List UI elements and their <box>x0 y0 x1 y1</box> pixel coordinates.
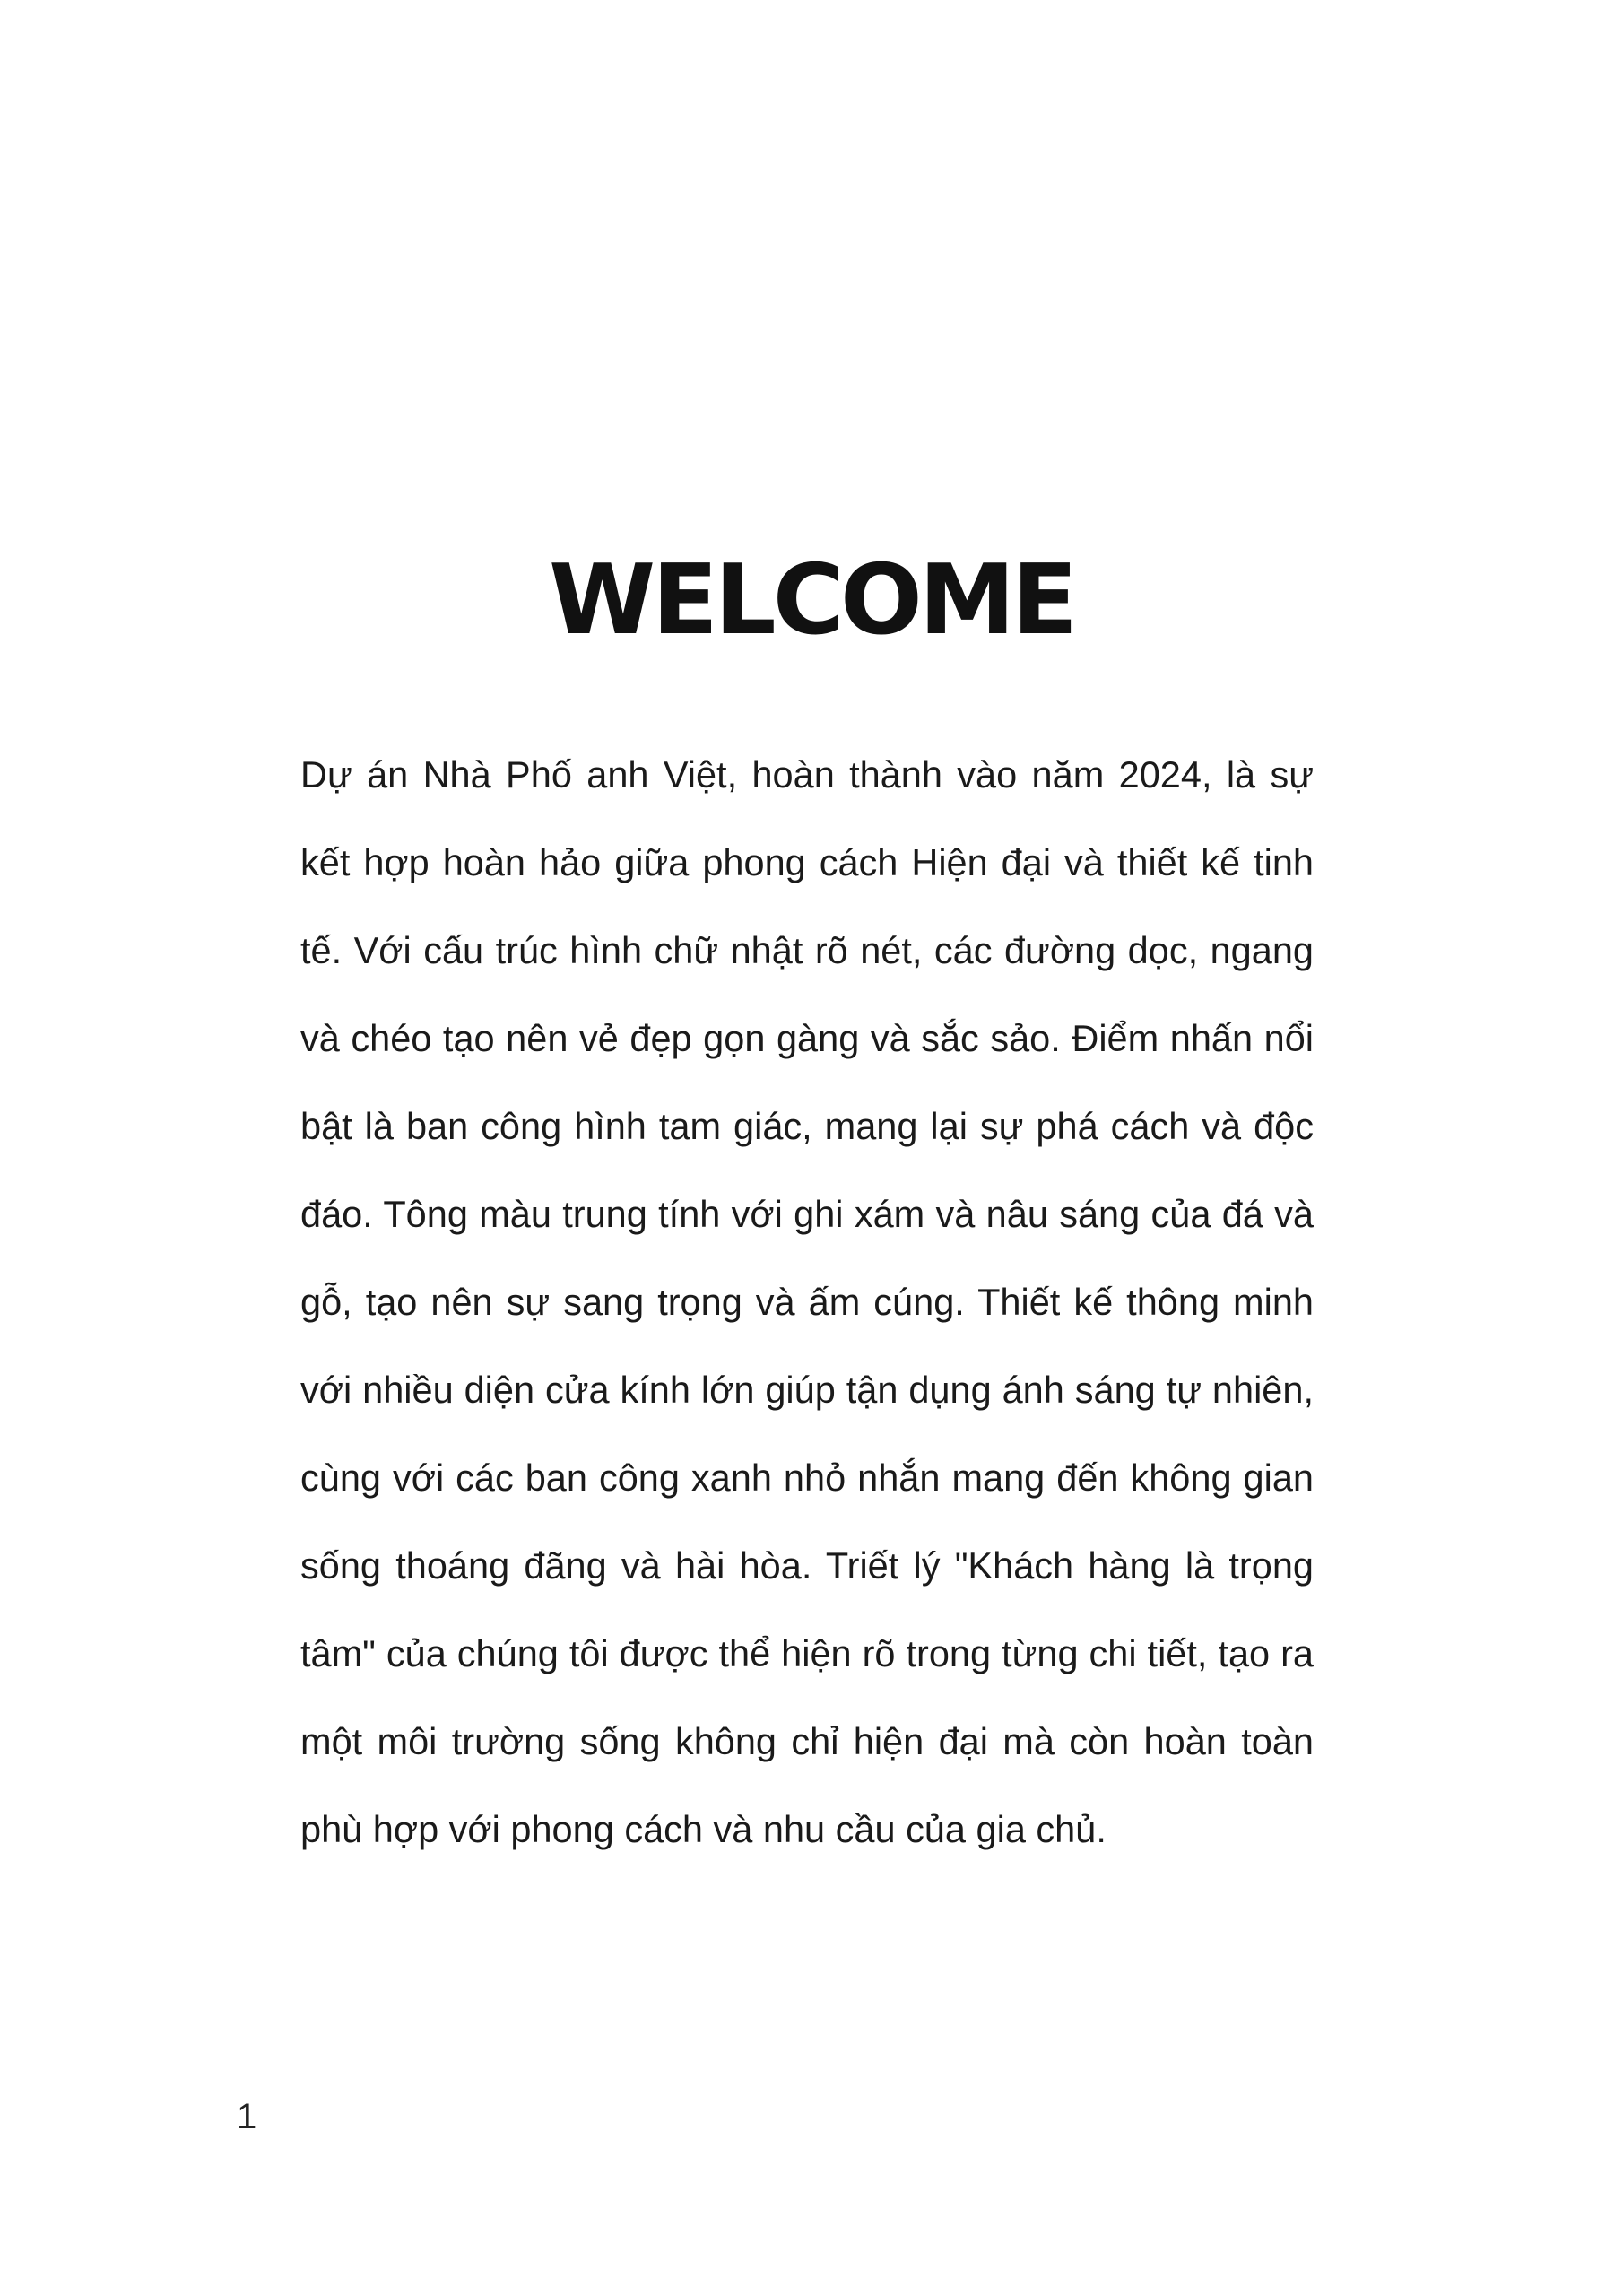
body-paragraph: Dự án Nhà Phố anh Việt, hoàn thành vào năm 2024, là sự kết hợp hoàn hảo giữa phong cách Hiện đại và thiết kế tinh tế. Với cấu trúc hình chữ nhật rõ nét, các đường dọc, ngang và chéo tạo nên vẻ đẹp gọn gàng và sắc sảo. Điểm nhấn nổi bật là ban công hình tam giác, mang lại sự phá cách và độc đáo. Tông màu trung tính với ghi xám và nâu sáng của đá và gỗ, tạo nên sự sang trọng và ấm cúng. Thiết kế thông minh với nhiều diện cửa kính lớn giúp tận dụng ánh sáng tự nhiên, cùng với các ban công xanh nhỏ nhắn mang đến không gian sống thoáng đãng và hài hòa. Triết lý "Khách hàng là trọng tâm" của chúng tôi được thể hiện rõ trong từng chi tiết, tạo ra một môi trường sống không chỉ hiện đại mà còn hoàn toàn phù hợp với phong cách và nhu cầu của gia chủ. <box>300 753 1314 1850</box>
page-title: WELCOME <box>548 544 1075 657</box>
page-number: 1 <box>237 2097 257 2136</box>
